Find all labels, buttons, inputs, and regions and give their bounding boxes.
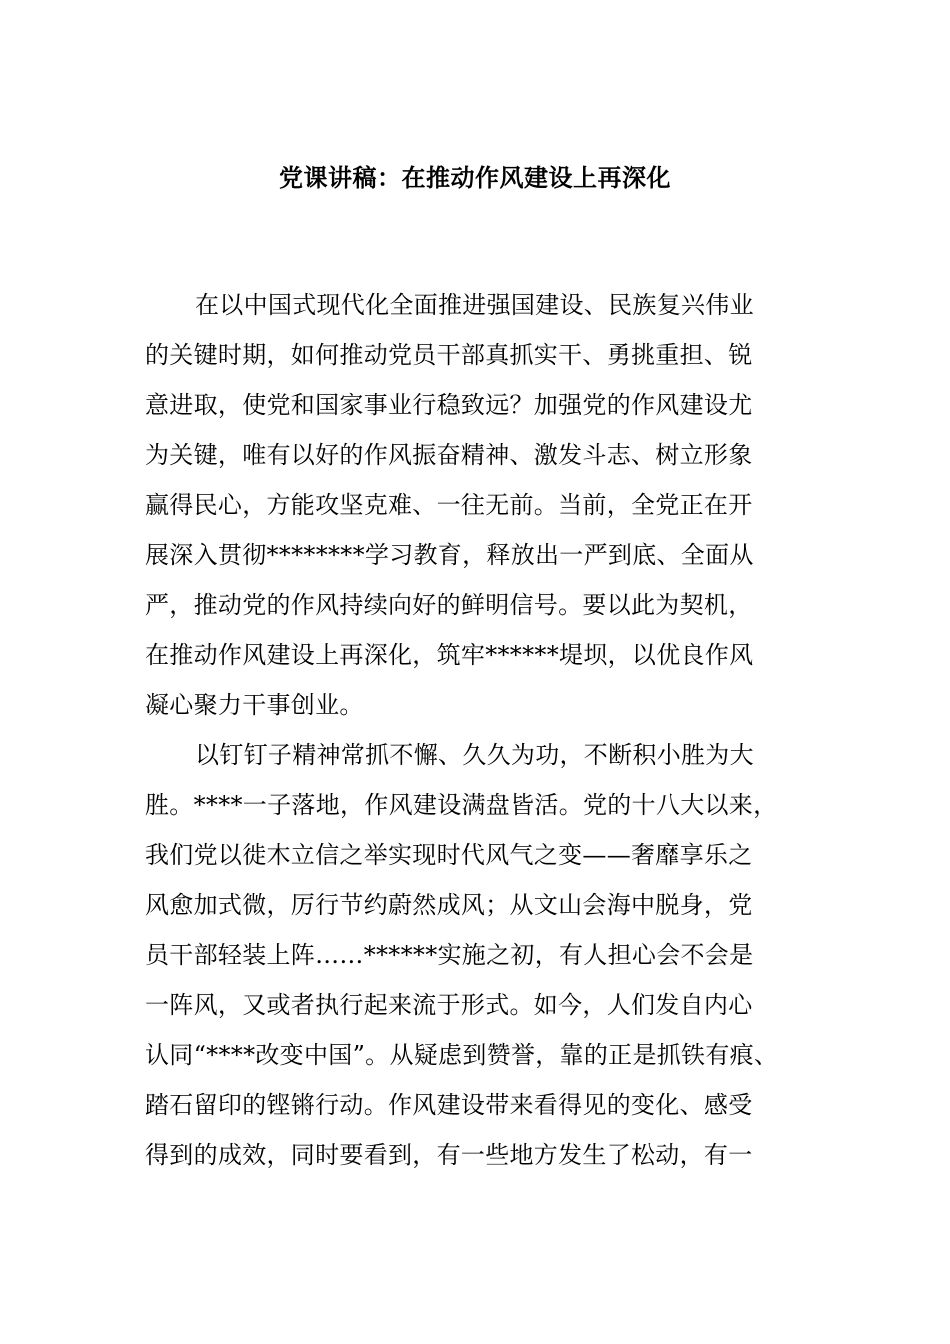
document-body bbox=[145, 280, 810, 1180]
paragraph-2 bbox=[145, 730, 810, 1180]
paragraph-1 bbox=[145, 280, 810, 730]
paragraph-line: 意进取，使党和国家事业行稳致远？加强党的作风建设尤 bbox=[145, 391, 753, 419]
paragraph-line: 展深入贯彻********学习教育，释放出一严到底、全面从 bbox=[145, 541, 754, 569]
paragraph-line: 在以中国式现代化全面推进强国建设、民族复兴伟业 bbox=[195, 291, 754, 319]
paragraph-line: 得到的成效，同时要看到，有一些地方发生了松动，有一 bbox=[145, 1141, 753, 1169]
paragraph-line: 胜。****一子落地，作风建设满盘皆活。党的十八大以来， bbox=[145, 791, 778, 819]
paragraph-line: 员干部轻装上阵……******实施之初，有人担心会不会是 bbox=[145, 941, 754, 969]
paragraph-line: 风愈加式微，厉行节约蔚然成风；从文山会海中脱身，党 bbox=[145, 891, 753, 919]
paragraph-line: 凝心聚力干事创业。 bbox=[145, 691, 364, 719]
document-title: 党课讲稿：在推动作风建设上再深化 bbox=[279, 164, 671, 192]
paragraph-line: 我们党以徙木立信之举实现时代风气之变——奢靡享乐之 bbox=[145, 841, 753, 869]
paragraph-line: 的关键时期，如何推动党员干部真抓实干、勇挑重担、锐 bbox=[145, 341, 753, 369]
paragraph-line: 一阵风，又或者执行起来流于形式。如今，人们发自内心 bbox=[145, 991, 753, 1019]
paragraph-line: 在推动作风建设上再深化，筑牢******堤坝，以优良作风 bbox=[145, 641, 754, 669]
paragraph-line: 赢得民心，方能攻坚克难、一往无前。当前，全党正在开 bbox=[145, 491, 753, 519]
paragraph-line: 以钉钉子精神常抓不懈、久久为功，不断积小胜为大 bbox=[195, 741, 754, 769]
paragraph-line: 为关键，唯有以好的作风振奋精神、激发斗志、树立形象 bbox=[145, 441, 753, 469]
paragraph-line: 认同“****改变中国”。从疑虑到赞誉，靠的正是抓铁有痕、 bbox=[145, 1041, 779, 1069]
paragraph-line: 严，推动党的作风持续向好的鲜明信号。要以此为契机， bbox=[145, 591, 753, 619]
paragraph-line: 踏石留印的铿锵行动。作风建设带来看得见的变化、感受 bbox=[145, 1091, 753, 1119]
